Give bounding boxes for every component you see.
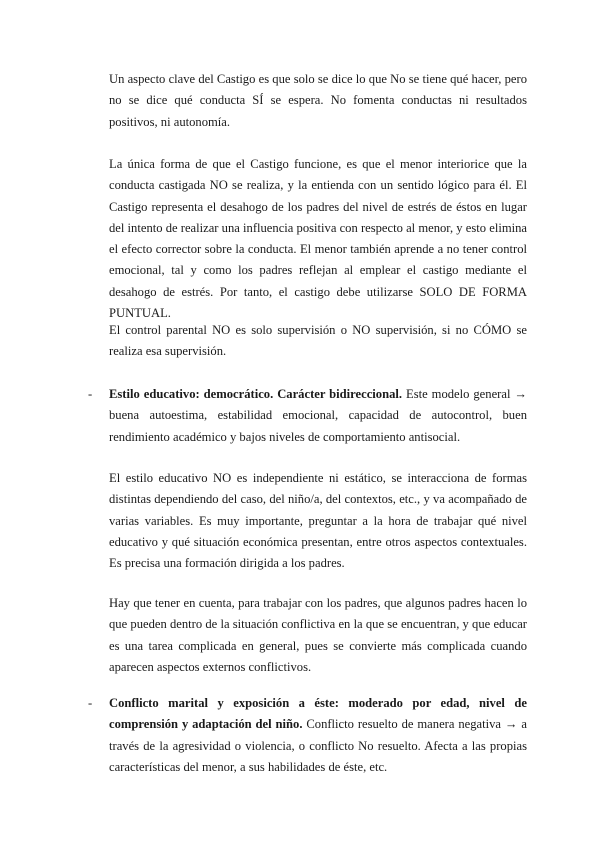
paragraph-trabajar-padres: Hay que tener en cuenta, para trabajar con los padres, que algunos padres hacen lo que pueden dentro de la situación conflictiva en la que se encuentran, y que educar es una tarea complicada en general, pues se convierte más complicada cuando aparecen aspectos externos conflictivos. [109,596,527,674]
bullet-text [109,384,527,448]
bullet-text [109,693,527,778]
paragraph-control-parental: El control parental NO es solo supervisión o NO supervisión, si no CÓMO se realiza esa supervisión. [109,323,527,359]
bullet-heading: Conflicto marital y exposición a éste: moderado por edad, nivel de comprensión y adaptación del niño. [109,696,527,732]
paragraph-castigo-aspecto-clave: Un aspecto clave del Castigo es que solo se dice lo que No se tiene qué hacer, pero no se dice qué conducta SÍ se espera. No fomenta conductas ni resultados positivos, ni autonomía. [109,72,527,129]
bullet-marker: - [88,387,93,401]
paragraph-estilo-educativo: El estilo educativo NO es independiente ni estático, se interacciona de formas distintas dependiendo del caso, del niño/a, del contextos, etc., y va acompañado de varias variables. Es muy importante, preguntar a la hora de trabajar qué nivel educativo y qué situación económica presentan, entre otros aspectos contextuales. Es precisa una formación dirigida a los padres. [109,471,527,571]
bullet-heading: Estilo educativo: democrático. Carácter bidireccional. [109,387,403,401]
bullet-body: Este modelo general → buena autoestima, estabilidad emocional, capacidad de autocontrol, buen rendimiento académico y bajos niveles de comportamiento antisocial. [109,387,527,444]
bullet-marker: - [88,696,93,710]
paragraph-castigo-funcion: La única forma de que el Castigo funcione, es que el menor interiorice que la conducta castigada NO se realiza, y la entienda con un sentido lógico para él. El Castigo representa el desahogo de los padres del nivel de estrés de éstos en lugar del intento de realizar una influencia positiva con respecto al menor, y esto elimina el efecto corrector sobre la conducta. El menor también aprende a no tener control emocional, tal y como los padres reflejan al emplear el castigo mediante el desahogo de estrés. Por tanto, el castigo debe utilizarse SOLO DE FORMA PUNTUAL. [109,157,527,321]
bullet-body: Conflicto resuelto de manera negativa → a través de la agresividad o violencia, o conflicto No resuelto. Afecta a las propias características del menor, a sus habilidades de éste, etc. [109,717,527,774]
